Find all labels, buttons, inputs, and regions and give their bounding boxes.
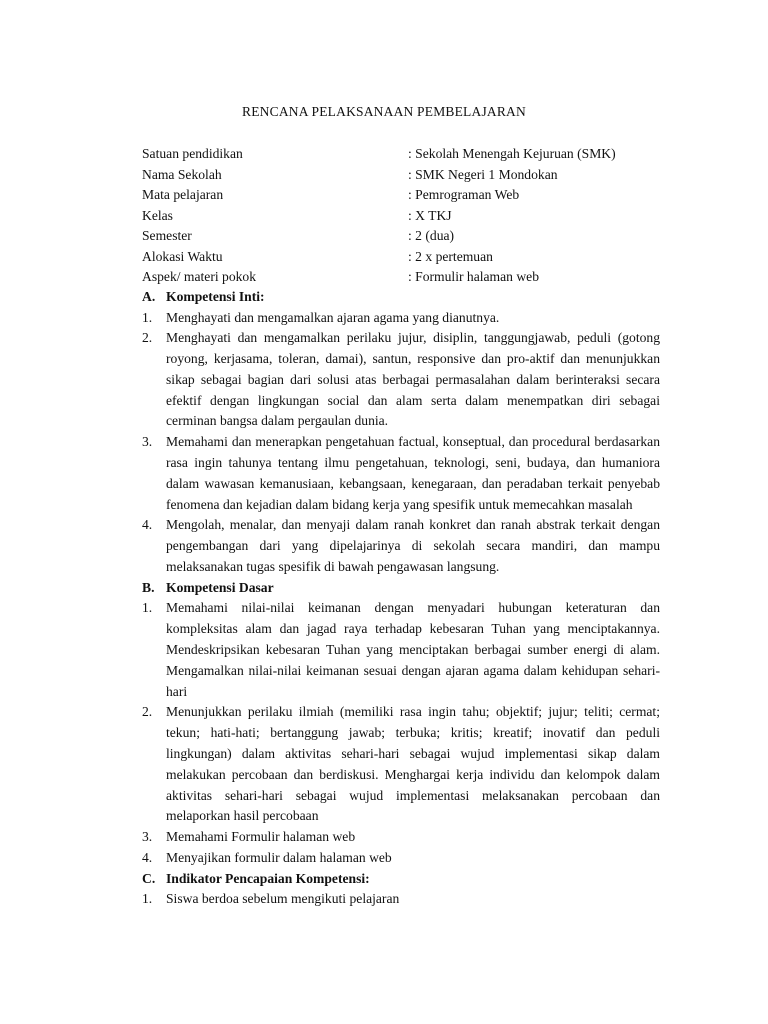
identity-label: Satuan pendidikan: [142, 146, 243, 161]
item-number: 4.: [142, 849, 153, 865]
identity-value: : Sekolah Menengah Kejuruan (SMK): [408, 146, 616, 161]
identity-value: : SMK Negeri 1 Mondokan: [408, 166, 558, 182]
section-letter: A.: [142, 289, 156, 304]
identity-value: : X TKJ: [408, 207, 452, 223]
section-title: Kompetensi Dasar: [166, 579, 274, 595]
section-title: Indikator Pencapaian Kompetensi:: [166, 870, 370, 886]
item-text: Memahami nilai-nilai keimanan dengan menyadari hubungan keteraturan dan kompleksitas alam dan jagad raya terhadap kebesaran Tuhan yang menciptakannya. Mendeskripsikan kebesaran Tuhan yang menciptakan berbagai sumber energi di alam. Mengamalkan nilai-nilai keimanan sesuai dengan ajaran agama dalam kehidupan sehari-hari: [166, 600, 660, 699]
list-item: [142, 848, 660, 869]
identity-value: : 2 x pertemuan: [408, 248, 493, 264]
identity-label: Semester: [142, 228, 192, 243]
item-text: Mengolah, menalar, dan menyaji dalam ranah konkret dan ranah abstrak terkait dengan pengembangan dari yang dipelajarinya di sekolah secara mandiri, dan mampu melaksanakan tugas spesifik di bawah pengawasan langsung.: [166, 517, 660, 575]
section-letter: C.: [142, 870, 156, 886]
list-item: [142, 889, 660, 910]
item-text: Memahami Formulir halaman web: [166, 829, 356, 845]
item-number: 4.: [142, 517, 153, 533]
identity-row: [142, 185, 682, 206]
identity-row: [142, 206, 682, 227]
item-number: 3.: [142, 434, 153, 450]
identity-row: [142, 226, 682, 247]
item-number: 3.: [142, 829, 153, 845]
section-title: Kompetensi Inti:: [166, 289, 265, 304]
identity-label: Kelas: [142, 207, 173, 223]
document-title: RENCANA PELAKSANAAN PEMBELAJARAN: [242, 104, 526, 119]
list-item: [142, 598, 660, 702]
section-heading-kompetensi-dasar: [142, 578, 660, 599]
document-body: [142, 287, 660, 910]
identity-label: Mata pelajaran: [142, 187, 224, 202]
identity-value: : Pemrograman Web: [408, 187, 520, 202]
list-item: [142, 308, 660, 329]
section-heading-indikator: [142, 869, 660, 890]
identity-table: [142, 144, 682, 288]
identity-row: [142, 144, 682, 165]
item-text: Menghayati dan mengamalkan perilaku jujur, disiplin, tanggungjawab, peduli (gotong royong, kerjasama, toleran, damai), santun, responsive dan pro-aktif dan menunjukkan sikap sebagai bagian dari solusi atas berbagai permasalahan dalam berinteraksi secara efektif dengan lingkungan social dan alam serta dalam menempatkan diri sebagai cerminan bangsa dalam pergaulan dunia.: [166, 330, 660, 429]
list-item: [142, 827, 660, 848]
list-item: [142, 515, 660, 577]
item-text: Menghayati dan mengamalkan ajaran agama yang dianutnya.: [166, 309, 500, 325]
list-item: [142, 432, 660, 515]
list-item: [142, 328, 660, 432]
item-text: Menunjukkan perilaku ilmiah (memiliki rasa ingin tahu; objektif; jujur; teliti; cermat; tekun; hati-hati; bertanggung jawab; terbuka; kritis; kreatif; inovatif dan peduli lingkungan) dalam aktivitas sehari-hari sebagai wujud implementasi sikap dalam melakukan percobaan dan berdiskusi. Menghargai kerja individu dan kelompok dalam aktivitas sehari-hari sebagai wujud implementasi melaksanakan percobaan dan melaporkan hasil percobaan: [166, 704, 660, 824]
list-item: [142, 702, 660, 827]
identity-value: : Formulir halaman web: [408, 269, 539, 284]
identity-row: [142, 165, 682, 186]
item-number: 1.: [142, 891, 153, 907]
item-text: Siswa berdoa sebelum mengikuti pelajaran: [166, 891, 400, 907]
identity-label: Nama Sekolah: [142, 166, 222, 182]
identity-value: : 2 (dua): [408, 228, 455, 243]
section-letter: B.: [142, 579, 155, 595]
identity-row: [142, 267, 682, 288]
item-text: Memahami dan menerapkan pengetahuan factual, konseptual, dan procedural berdasarkan rasa ingin tahunya tentang ilmu pengetahuan, teknologi, seni, budaya, dan humaniora dalam wawasan kemanusiaan, kebangsaan, kenegaraan, dan peradaban terkait penyebab fenomena dan kejadian dalam bidang kerja yang spesifik untuk memecahkan masalah: [166, 434, 660, 512]
identity-label: Aspek/ materi pokok: [142, 269, 257, 284]
section-heading-kompetensi-inti: [142, 287, 660, 308]
identity-label: Alokasi Waktu: [142, 248, 223, 264]
item-number: 2.: [142, 330, 153, 346]
item-number: 1.: [142, 309, 153, 325]
item-text: Menyajikan formulir dalam halaman web: [166, 849, 392, 865]
item-number: 2.: [142, 704, 153, 720]
item-number: 1.: [142, 600, 153, 616]
identity-row: [142, 247, 682, 268]
